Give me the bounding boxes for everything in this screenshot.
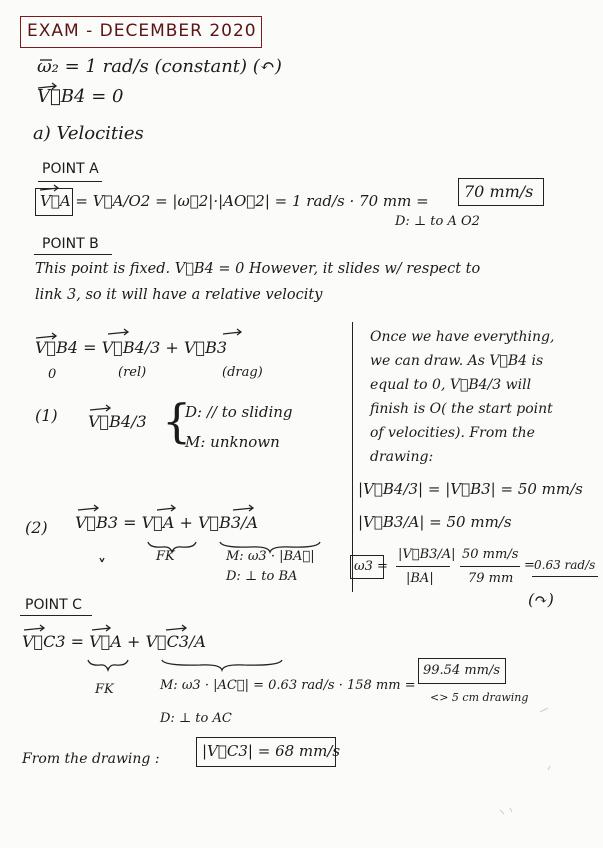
point-b-eq-drag: (drag) (222, 365, 263, 380)
item2-equation: V⃗B3 = V⃗A + V⃗B3/A (75, 513, 258, 532)
item2-number: (2) (25, 518, 48, 537)
section-a-heading: a) Velocities (33, 123, 144, 144)
note-magnitude-1: |V⃗B4/3| = |V⃗B3| = 50 mm/s (358, 480, 583, 498)
item1-direction: D: // to sliding (185, 403, 293, 421)
point-c-magnitude: M: ω3 · |AC⃗| = 0.63 rad/s · 158 mm = (160, 678, 416, 693)
drawing-result: |V⃗C3| = 68 mm/s (202, 742, 341, 760)
point-b-eq-rel: (rel) (118, 365, 147, 380)
point-a-equation: V⃗A = V⃗A/O2 = |ω⃗2|·|AO⃗2| = 1 rad/s · 70 mm = (40, 192, 429, 210)
note-line-4: finish is O( the start point (370, 401, 553, 417)
point-c-fk: FK (95, 682, 114, 697)
item1-number: (1) (35, 406, 58, 425)
note-line-1: Once we have everything, (370, 329, 555, 345)
given-omega: ω₂ = 1 rad/s (constant) (↶) (37, 56, 282, 77)
item1-variable: V⃗B4/3 (88, 412, 147, 431)
point-c-magnitude-result: 99.54 mm/s (423, 663, 501, 678)
omega3-direction: (↷) (528, 590, 554, 609)
note-line-2: we can draw. As V⃗B4 is (370, 353, 544, 369)
page-title: EXAM - DECEMBER 2020 (27, 21, 257, 41)
note-magnitude-2: |V⃗B3/A| = 50 mm/s (358, 513, 512, 531)
point-b-text2: link 3, so it will have a relative velocity (35, 287, 323, 303)
note-line-5: of velocities). From the (370, 425, 535, 441)
omega3-numerator: |V⃗B3/A| (398, 547, 456, 562)
omega3-result: 0.63 rad/s (534, 558, 596, 572)
item2-direction: D: ⊥ to BA (226, 569, 298, 584)
omega3-label: ω3 = (354, 559, 388, 574)
point-c-heading: POINT C (25, 597, 82, 613)
item2-fk: FK (156, 549, 175, 564)
point-c-direction: D: ⊥ to AC (160, 711, 232, 726)
point-c-equation: V⃗C3 = V⃗A + V⃗C3/A (22, 632, 206, 651)
point-b-heading: POINT B (42, 236, 99, 252)
item1-magnitude: M: unknown (185, 433, 280, 451)
omega3-equals: = (524, 558, 535, 573)
point-b-text1: This point is fixed. V⃗B4 = 0 However, it slides w/ respect to (35, 261, 481, 277)
point-b-velocity-equation: V⃗B4 = V⃗B4/3 + V⃗B3 (35, 338, 228, 357)
item2-magnitude: M: ω3 · |BA⃗| (226, 549, 315, 564)
omega3-denominator: |BA| (406, 571, 434, 586)
point-c-magnitude-note: <> 5 cm drawing (430, 691, 529, 704)
omega3-denominator-value: 79 mm (468, 571, 514, 586)
point-a-result: 70 mm/s (464, 182, 534, 201)
point-b-eq-zero: 0 (48, 367, 57, 382)
note-line-3: equal to 0, V⃗B4/3 will (370, 377, 532, 393)
note-line-6: drawing: (370, 449, 434, 465)
drawing-label: From the drawing : (22, 751, 160, 767)
point-a-direction: D: ⊥ to A O2 (395, 214, 480, 229)
point-a-heading: POINT A (42, 161, 99, 177)
omega3-numerator-value: 50 mm/s (462, 547, 519, 562)
item1-brace: { (162, 394, 192, 448)
given-vb4: V⃗B4 = 0 (37, 86, 124, 107)
